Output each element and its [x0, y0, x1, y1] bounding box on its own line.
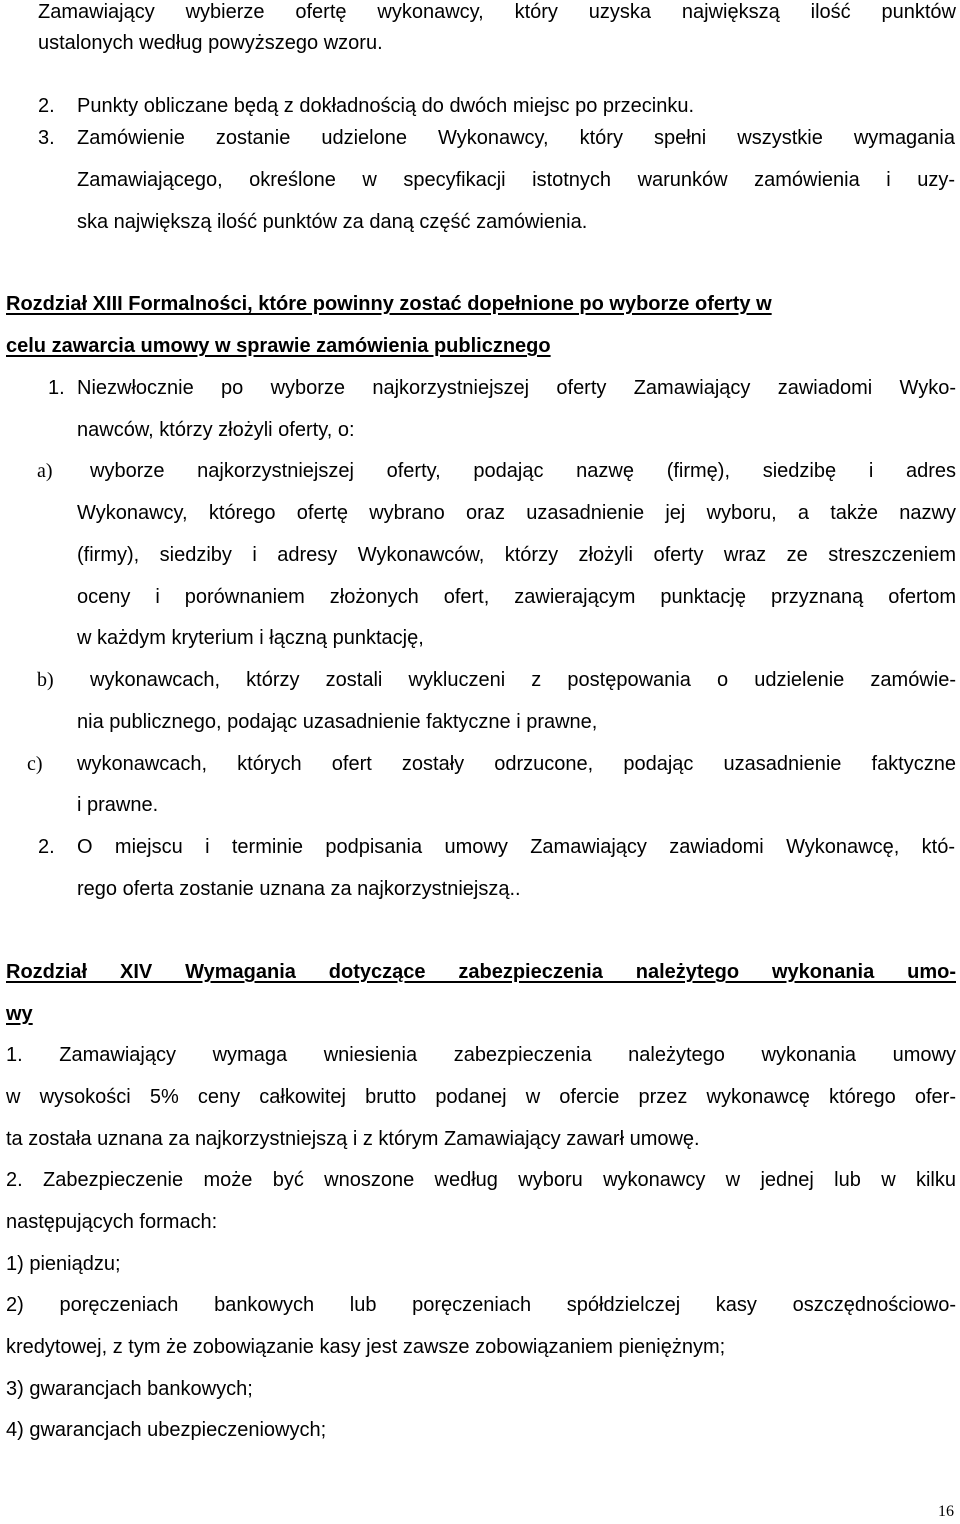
list-item-a-line-1: wyborze najkorzystniejszej oferty, podając nazwę (firmę), siedzibę i adres: [90, 460, 956, 482]
form-item-4: 4) gwarancjach ubezpieczeniowych;: [6, 1419, 327, 1441]
item-2-number: 2.: [38, 95, 55, 117]
list-item-b-line-2: nia publicznego, podając uzasadnienie faktyczne i prawne,: [77, 711, 598, 733]
list-item-b-line-1: wykonawcach, którzy zostali wykluczeni z postępowania o udzielenie zamówie-: [90, 669, 956, 691]
item-3-line-1: Zamówienie zostanie udzielone Wykonawcy, który spełni wszystkie wymagania: [77, 127, 955, 149]
chapter-13-point-1-line-1: Niezwłocznie po wyborze najkorzystniejszej oferty Zamawiający zawiadomi Wyko-: [77, 377, 956, 399]
chapter-14-paragraph-1-line-3: ta została uznana za najkorzystniejszą i z którym Zamawiający zawarł umowę.: [6, 1128, 700, 1150]
chapter-14-heading-line-2: wy: [6, 1003, 33, 1025]
top-paragraph-line-1: Zamawiający wybierze ofertę wykonawcy, który uzyska największą ilość punktów: [38, 1, 956, 23]
item-3-line-3: ska największą ilość punktów za daną część zamówienia.: [77, 211, 588, 233]
chapter-14-paragraph-1-line-2: w wysokości 5% ceny całkowitej brutto podanej w ofercie przez wykonawcę którego ofer-: [6, 1086, 956, 1108]
form-item-3: 3) gwarancjach bankowych;: [6, 1378, 253, 1400]
list-item-a-line-4: oceny i porównaniem złożonych ofert, zawierającym punktację przyznaną ofertom: [77, 586, 956, 608]
item-2-text: Punkty obliczane będą z dokładnością do dwóch miejsc po przecinku.: [77, 95, 695, 117]
list-item-c-line-1: wykonawcach, których ofert zostały odrzucone, podając uzasadnienie faktyczne: [77, 753, 956, 775]
chapter-13-point-1-line-2: nawców, którzy złożyli oferty, o:: [77, 419, 355, 441]
chapter-13-point-2-line-2: rego oferta zostanie uznana za najkorzystniejszą..: [77, 878, 521, 900]
top-paragraph-line-2: ustalonych według powyższego wzoru.: [38, 32, 383, 54]
chapter-14-paragraph-2-line-2: następujących formach:: [6, 1211, 218, 1233]
list-item-a-line-3: (firmy), siedziby i adresy Wykonawców, którzy złożyli oferty wraz ze streszczeniem: [77, 544, 956, 566]
chapter-14-paragraph-2-line-1: 2. Zabezpieczenie może być wnoszone według wyboru wykonawcy w jednej lub w kilku: [6, 1169, 956, 1191]
chapter-13-point-1-number: 1.: [48, 377, 65, 399]
chapter-14-paragraph-1-line-1: 1. Zamawiający wymaga wniesienia zabezpieczenia należytego wykonania umowy: [6, 1044, 956, 1066]
chapter-14-heading-line-1: Rozdział XIV Wymagania dotyczące zabezpieczenia należytego wykonania umo-: [6, 961, 956, 983]
chapter-13-heading-line-2: celu zawarcia umowy w sprawie zamówienia publicznego: [6, 335, 551, 357]
item-3-number: 3.: [38, 127, 55, 149]
form-item-1: 1) pieniądzu;: [6, 1253, 121, 1275]
form-item-2-line-1: 2) poręczeniach bankowych lub poręczeniach spółdzielczej kasy oszczędnościowo-: [6, 1294, 956, 1316]
form-item-2-line-2: kredytowej, z tym że zobowiązanie kasy jest zawsze zobowiązaniem pieniężnym;: [6, 1336, 726, 1358]
list-item-a-line-5: w każdym kryterium i łączną punktację,: [77, 627, 424, 649]
list-item-a-label: a): [37, 460, 53, 482]
page-number: 16: [938, 1503, 954, 1520]
chapter-13-heading-line-1: Rozdział XIII Formalności, które powinny zostać dopełnione po wyborze oferty w: [6, 293, 772, 315]
chapter-13-point-2-number: 2.: [38, 836, 55, 858]
list-item-c-line-2: i prawne.: [77, 794, 159, 816]
list-item-b-label: b): [37, 669, 54, 691]
chapter-13-point-2-line-1: O miejscu i terminie podpisania umowy Zamawiający zawiadomi Wykonawcę, któ-: [77, 836, 955, 858]
list-item-c-label: c): [27, 753, 43, 775]
list-item-a-line-2: Wykonawcy, którego ofertę wybrano oraz uzasadnienie jej wyboru, a także nazwy: [77, 502, 956, 524]
item-3-line-2: Zamawiającego, określone w specyfikacji istotnych warunków zamówienia i uzy-: [77, 169, 955, 191]
